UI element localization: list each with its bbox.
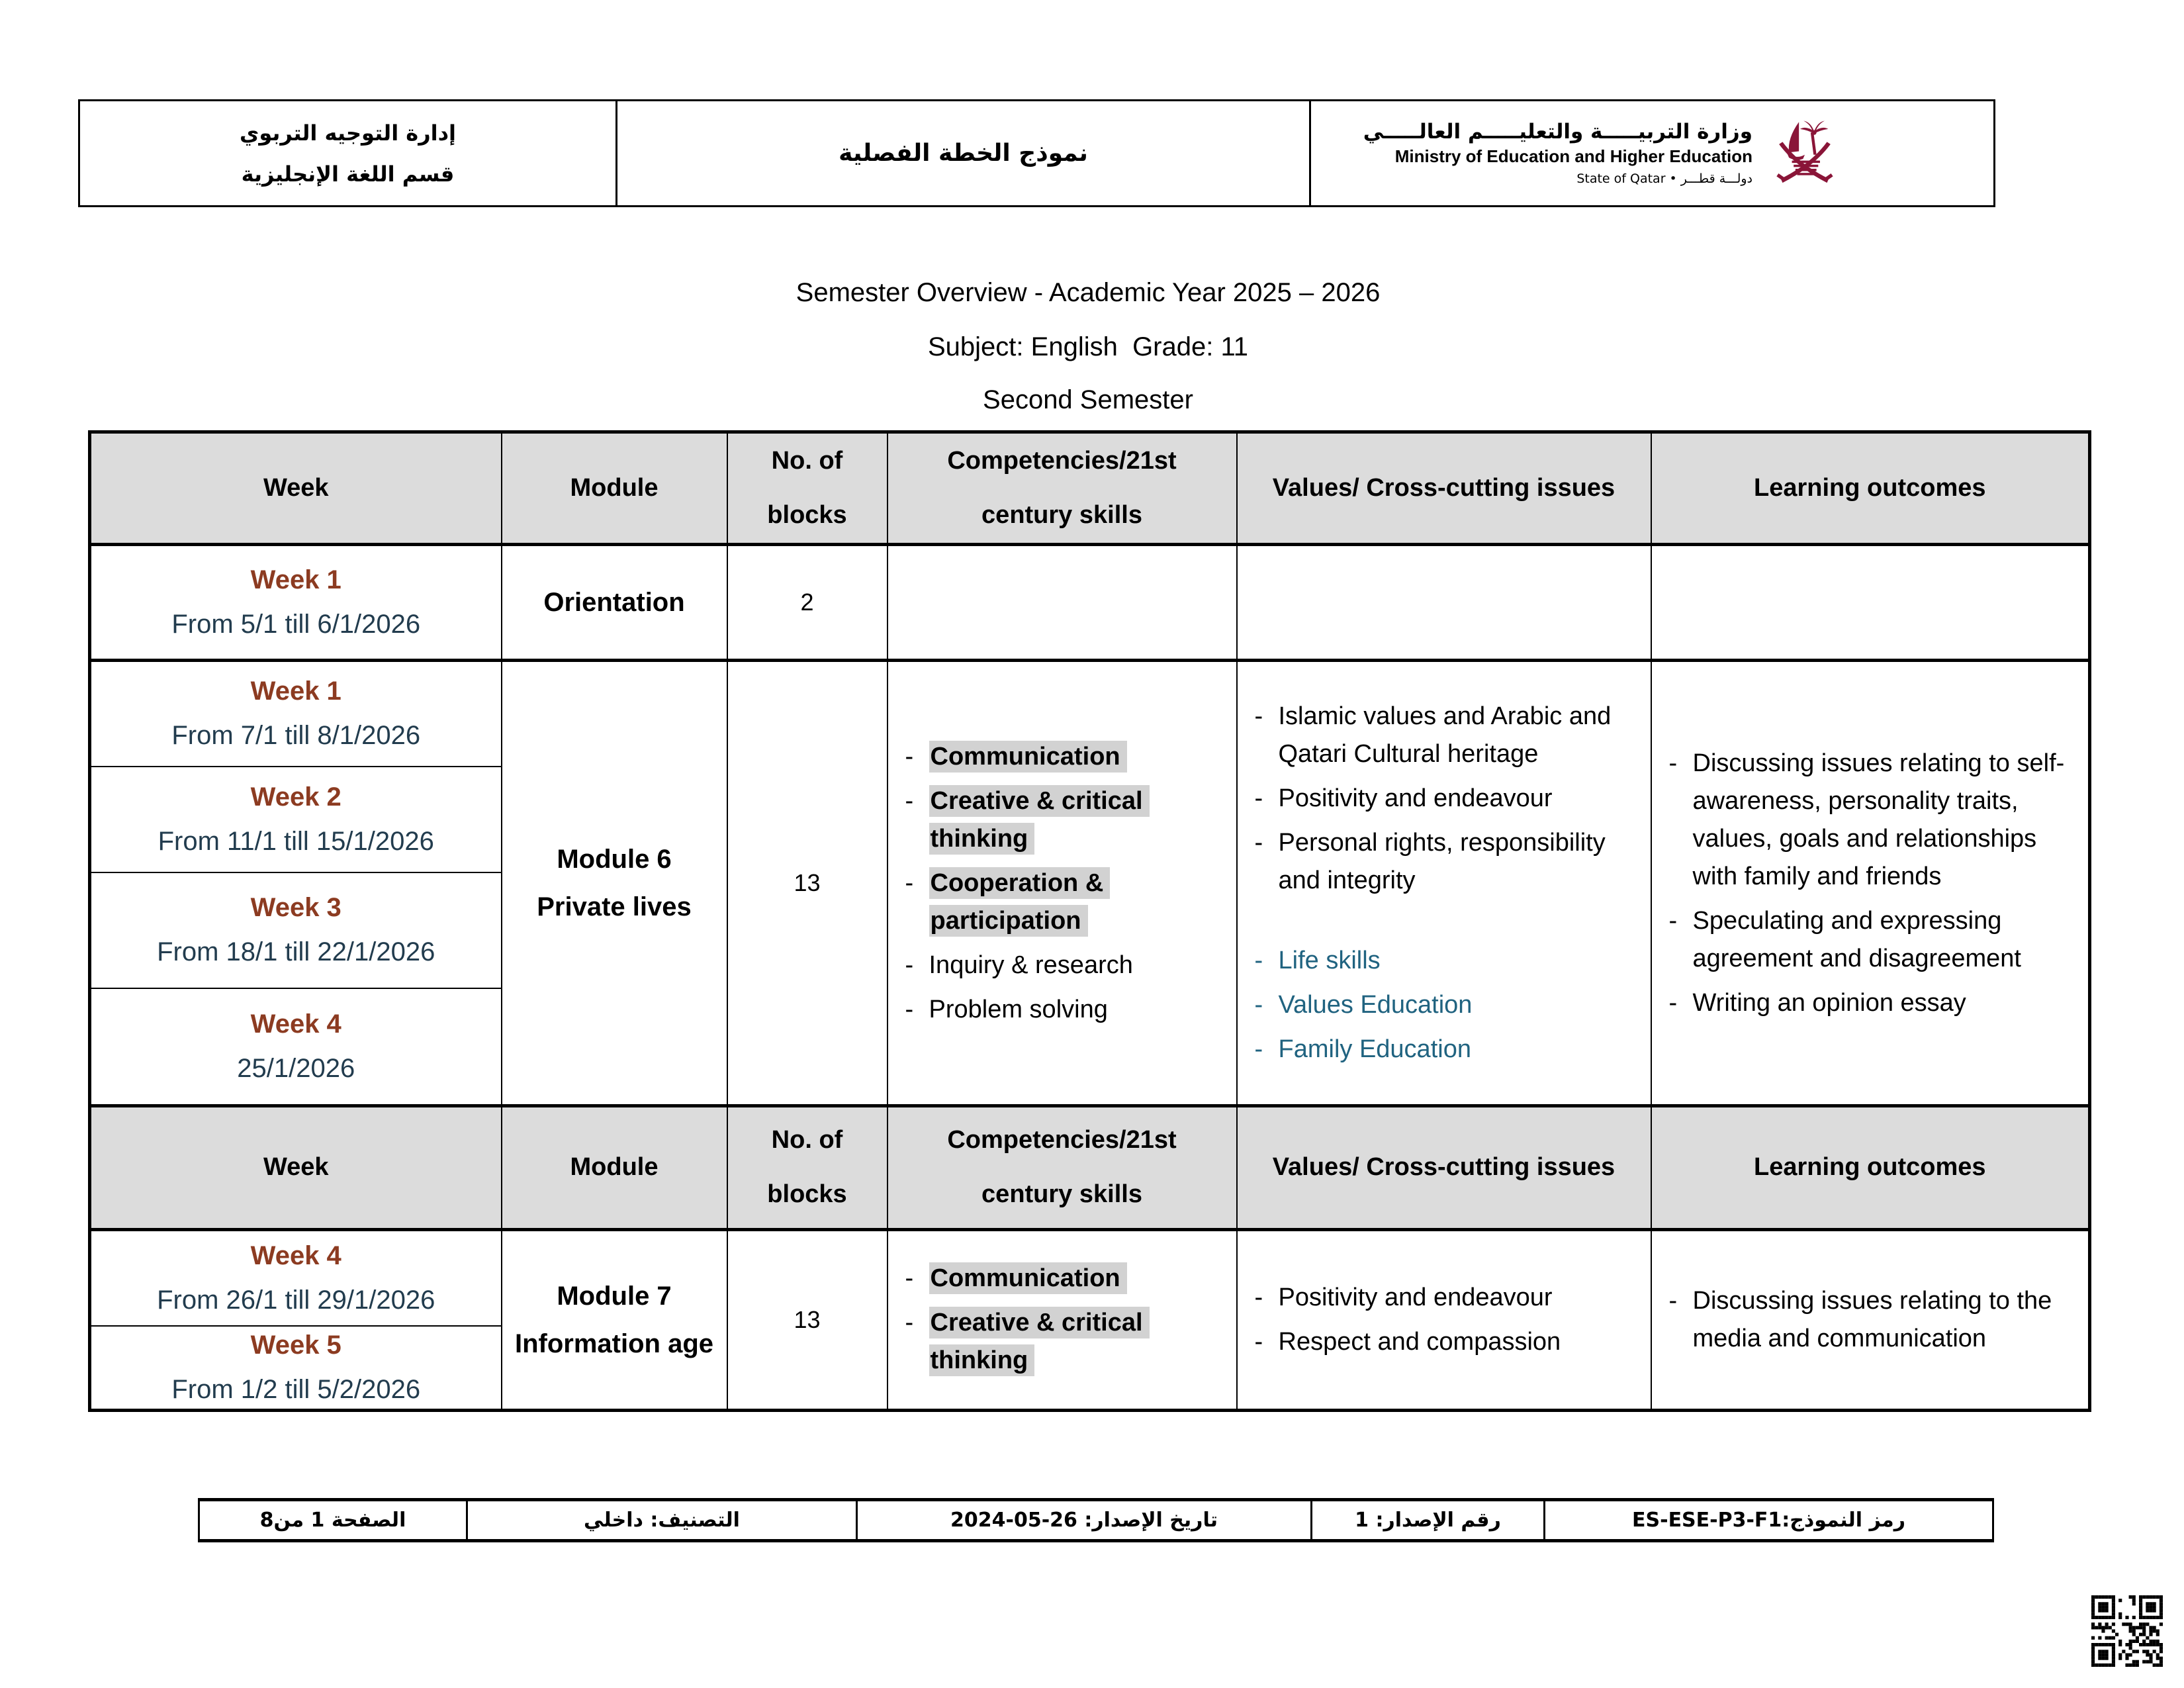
week-title: Week 2	[250, 782, 341, 812]
department-line2: قسم اللغة الإنجليزية	[241, 161, 455, 187]
values-list	[1244, 698, 1644, 900]
footer-issue-date: تاريخ الإصدار: 26-05-2024	[857, 1500, 1312, 1541]
col-header-values: Values/ Cross-cutting issues	[1237, 432, 1651, 545]
module-cell: Orientation	[502, 545, 727, 661]
col-header-blocks: No. of blocks	[727, 432, 887, 545]
week-dates: 25/1/2026	[237, 1053, 355, 1083]
week-dates: From 1/2 till 5/2/2026	[171, 1374, 421, 1404]
ministry-name-english: Ministry of Education and Higher Education	[1394, 146, 1752, 167]
footer-issue-number: رقم الإصدار: 1	[1312, 1500, 1545, 1541]
letterhead-table	[78, 99, 1995, 207]
qr-code	[2091, 1595, 2163, 1667]
col-header-competencies: Competencies/21st century skills	[887, 432, 1237, 545]
col-header-competencies: Competencies/21st century skills	[887, 1106, 1237, 1230]
col-header-module: Module	[502, 1106, 727, 1230]
week-cell	[90, 1326, 502, 1411]
footer-page-number: الصفحة 1 من8	[199, 1500, 467, 1541]
competencies-cell	[887, 1230, 1237, 1411]
semester-label: Second Semester	[983, 385, 1193, 414]
week-title: Week 1	[250, 677, 341, 706]
list-item: - Values Education	[1244, 986, 1644, 1024]
list-item: - Discussing issues relating to self-awareness, personality traits, values, goals and relationships with family and friends	[1659, 745, 2082, 896]
module-cell	[502, 661, 727, 1106]
week-dates: From 26/1 till 29/1/2026	[157, 1285, 435, 1315]
outcomes-cell	[1651, 661, 2090, 1106]
list-item: - Communication	[895, 738, 1230, 776]
module-cell	[502, 1230, 727, 1411]
week-dates: From 18/1 till 22/1/2026	[157, 937, 435, 966]
document-titles	[88, 279, 2088, 413]
week-cell	[90, 1230, 502, 1326]
semester-overview-title: Semester Overview - Academic Year 2025 – 2026	[796, 278, 1381, 307]
department-line1: إدارة التوجيه التربوي	[240, 120, 456, 146]
week-title: Week 1	[250, 565, 341, 594]
col-header-week: Week	[90, 1106, 502, 1230]
blocks-count: 13	[727, 1230, 887, 1411]
list-item: - Life skills	[1244, 942, 1644, 980]
ministry-logo-cell	[1310, 101, 1995, 207]
week-cell	[90, 872, 502, 988]
list-item: - Communication	[895, 1260, 1230, 1297]
week-cell	[90, 767, 502, 872]
cross-cutting-list	[1244, 942, 1644, 1068]
list-item: - Cooperation & participation	[895, 865, 1230, 940]
competencies-cell-empty	[887, 545, 1237, 661]
outcomes-cell	[1651, 1230, 2090, 1411]
values-cell	[1237, 661, 1651, 1106]
col-header-outcomes: Learning outcomes	[1651, 1106, 2090, 1230]
outcomes-cell-empty	[1651, 545, 2090, 661]
list-item: - Islamic values and Arabic and Qatari Cultural heritage	[1244, 698, 1644, 773]
week-title: Week 4	[250, 1241, 341, 1270]
col-header-blocks: No. of blocks	[727, 1106, 887, 1230]
list-item: - Respect and compassion	[1244, 1323, 1644, 1361]
list-item: - Discussing issues relating to the media and communication	[1659, 1282, 2082, 1358]
values-list	[1244, 1279, 1644, 1361]
ministry-name-arabic: وزارة التربيـــــة والتعليـــــم العالـــــي	[1363, 119, 1752, 144]
footer-classification: التصنيف: داخلي	[467, 1500, 857, 1541]
table-header-row-2	[90, 1106, 2090, 1230]
blocks-count: 13	[727, 661, 887, 1106]
document-footer-table	[198, 1498, 1994, 1542]
list-item: - Creative & critical thinking	[895, 1304, 1230, 1380]
subject-grade-line: Subject: English Grade: 11	[928, 332, 1248, 361]
week-title: Week 5	[250, 1330, 341, 1360]
list-item: - Speculating and expressing agreement and disagreement	[1659, 902, 2082, 978]
ministry-logo	[1311, 118, 1993, 189]
footer-form-code: رمز النموذج:ES-ESE-P3-F1	[1545, 1500, 1993, 1541]
week-title: Week 4	[250, 1009, 341, 1039]
col-header-week: Week	[90, 432, 502, 545]
form-title-cell	[617, 101, 1310, 207]
week-dates: From 7/1 till 8/1/2026	[171, 721, 421, 751]
week-dates: From 11/1 till 15/1/2026	[158, 826, 434, 856]
col-header-module: Module	[502, 432, 727, 545]
blocks-count: 2	[727, 545, 887, 661]
competencies-list	[895, 738, 1230, 1029]
competencies-cell	[887, 661, 1237, 1106]
values-cell-empty	[1237, 545, 1651, 661]
module6-week1-row	[90, 661, 2090, 767]
list-item: - Problem solving	[895, 991, 1230, 1029]
module-number: Module 6	[557, 845, 672, 874]
state-of-qatar-label: State of Qatar • دولـــة قطـــر	[1576, 171, 1752, 186]
list-item: - Inquiry & research	[895, 947, 1230, 984]
week-cell	[90, 545, 502, 661]
week-cell	[90, 661, 502, 767]
list-item: - Personal rights, responsibility and integrity	[1244, 824, 1644, 900]
col-header-outcomes: Learning outcomes	[1651, 432, 2090, 545]
table-header-row	[90, 432, 2090, 545]
orientation-row	[90, 545, 2090, 661]
list-item: - Positivity and endeavour	[1244, 1279, 1644, 1317]
outcomes-list	[1659, 745, 2082, 1022]
col-header-values: Values/ Cross-cutting issues	[1237, 1106, 1651, 1230]
week-cell	[90, 988, 502, 1106]
module-number: Module 7	[557, 1281, 672, 1311]
qatar-emblem-icon	[1770, 118, 1840, 189]
module-name: Information age	[514, 1329, 714, 1358]
week-title: Week 3	[250, 893, 341, 922]
module7-week4-row	[90, 1230, 2090, 1326]
values-cell	[1237, 1230, 1651, 1411]
ministry-logo-text	[1363, 120, 1752, 187]
list-item: - Creative & critical thinking	[895, 782, 1230, 858]
form-title: نموذج الخطة الفصلية	[839, 140, 1088, 167]
list-item: - Writing an opinion essay	[1659, 984, 2082, 1022]
module-name: Private lives	[537, 892, 692, 921]
list-item: - Positivity and endeavour	[1244, 780, 1644, 818]
outcomes-list	[1659, 1282, 2082, 1358]
list-item: - Family Education	[1244, 1031, 1644, 1068]
competencies-list	[895, 1260, 1230, 1380]
semester-plan-table	[88, 430, 2091, 1412]
week-dates: From 5/1 till 6/1/2026	[171, 610, 421, 639]
department-cell	[79, 101, 617, 207]
